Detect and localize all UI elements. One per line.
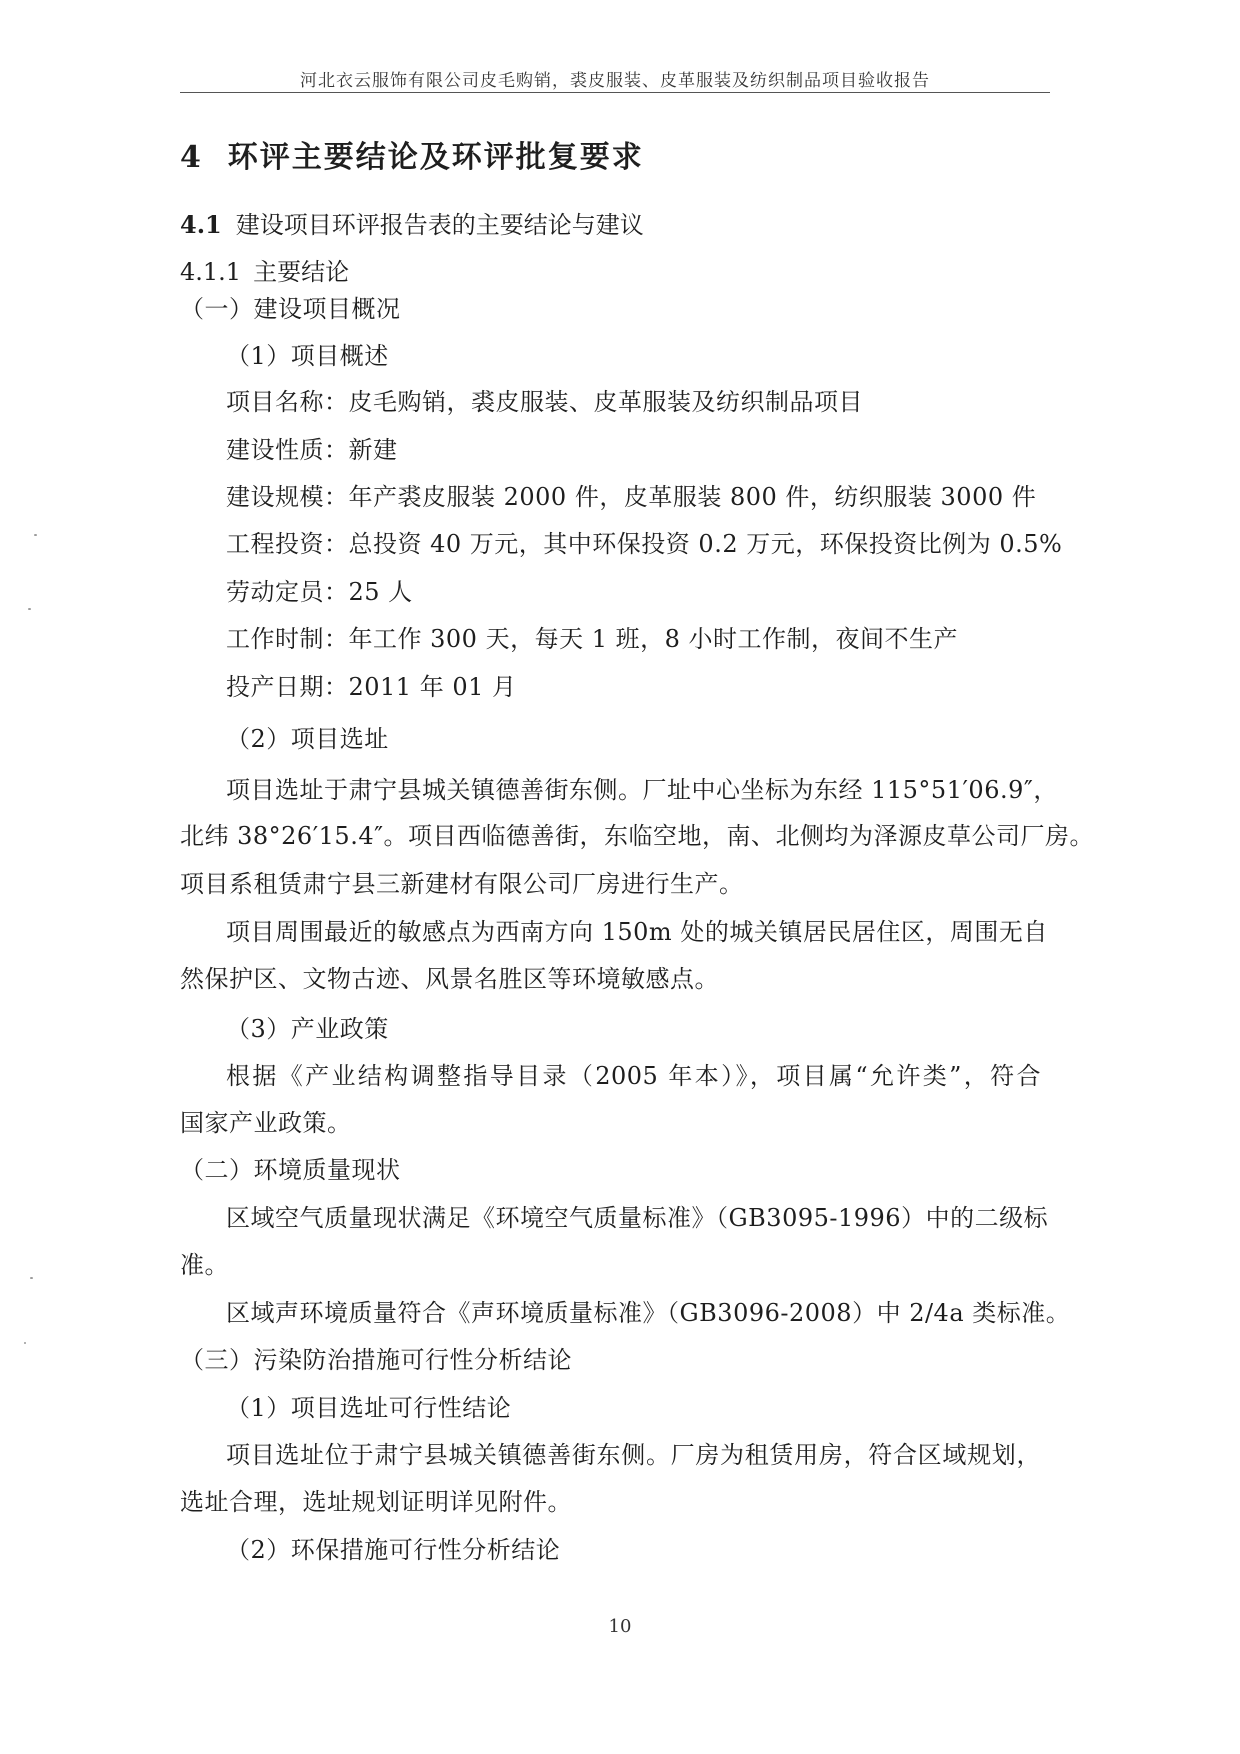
section-number: 4.1 [180,210,222,239]
policy-line-2: 国家产业政策。 [180,1109,352,1137]
noise-quality-line: 区域声环境质量符合《声环境质量标准》（GB3096-2008）中 2/4a 类标准。 [226,1299,1071,1327]
page-number: 10 [608,1616,632,1637]
scan-speck [34,534,37,536]
scan-speck [30,1277,33,1279]
construction-nature-line: 建设性质：新建 [226,436,398,464]
scan-speck [24,1342,26,1344]
sensitive-point-line-2: 然保护区、文物古迹、风景名胜区等环境敏感点。 [180,965,719,993]
site-paragraph-line-1: 项目选址于肃宁县城关镇德善街东侧。厂址中心坐标为东经 115°51′06.9″， [226,776,1058,804]
heading-environment-quality: （二）环境质量现状 [180,1156,401,1184]
chapter-title: 环评主要结论及环评批复要求 [227,140,644,175]
heading-project-overview: （一）建设项目概况 [180,295,401,323]
heading-pollution-control: （三）污染防治措施可行性分析结论 [180,1346,572,1374]
site-paragraph-line-2: 北纬 38°26′15.4″。项目西临德善街，东临空地，南、北侧均为泽源皮草公司厂房。 [180,822,1095,850]
project-name-line: 项目名称：皮毛购销，裘皮服装、皮革服装及纺织制品项目 [226,388,863,416]
staffing-line: 劳动定员：25 人 [226,578,413,606]
chapter-heading [180,140,644,175]
section-heading [180,210,644,239]
subsection-heading [180,260,349,284]
subsection-number: 4.1.1 [180,258,242,286]
site-feasibility-line-2: 选址合理，选址规划证明详见附件。 [180,1488,572,1516]
heading-project-site: （2）项目选址 [226,725,389,753]
production-date-line: 投产日期：2011 年 01 月 [226,673,517,701]
air-quality-line-2: 准。 [180,1251,229,1279]
sensitive-point-line-1: 项目周围最近的敏感点为西南方向 150m 处的城关镇居民居住区，周围无自 [226,918,1048,946]
chapter-number: 4 [180,140,203,175]
heading-industrial-policy: （3）产业政策 [226,1015,389,1043]
site-paragraph-line-3: 项目系租赁肃宁县三新建材有限公司厂房进行生产。 [180,870,744,898]
work-schedule-line: 工作时制：年工作 300 天，每天 1 班，8 小时工作制，夜间不生产 [226,625,958,653]
heading-site-feasibility: （1）项目选址可行性结论 [226,1394,512,1422]
heading-measures-feasibility: （2）环保措施可行性分析结论 [226,1536,561,1564]
site-feasibility-line-1: 项目选址位于肃宁县城关镇德善街东侧。厂房为租赁用房，符合区域规划， [226,1441,1041,1469]
heading-project-summary: （1）项目概述 [226,342,389,370]
construction-scale-line: 建设规模：年产裘皮服装 2000 件，皮革服装 800 件，纺织服装 3000 件 [226,483,1037,511]
section-title: 建设项目环评报告表的主要结论与建议 [235,211,644,239]
subsection-title: 主要结论 [253,258,350,286]
header-rule [180,92,1050,93]
air-quality-line-1: 区域空气质量现状满足《环境空气质量标准》（GB3095-1996）中的二级标 [226,1204,1049,1232]
investment-line: 工程投资：总投资 40 万元，其中环保投资 0.2 万元，环保投资比例为 0.5% [226,530,1063,558]
running-header: 河北衣云服饰有限公司皮毛购销，裘皮服装、皮革服装及纺织制品项目验收报告 [300,71,930,91]
scan-speck [28,608,31,610]
policy-line-1: 根据《产业结构调整指导目录（2005 年本）》，项目属“允许类”，符合 [226,1062,1041,1090]
